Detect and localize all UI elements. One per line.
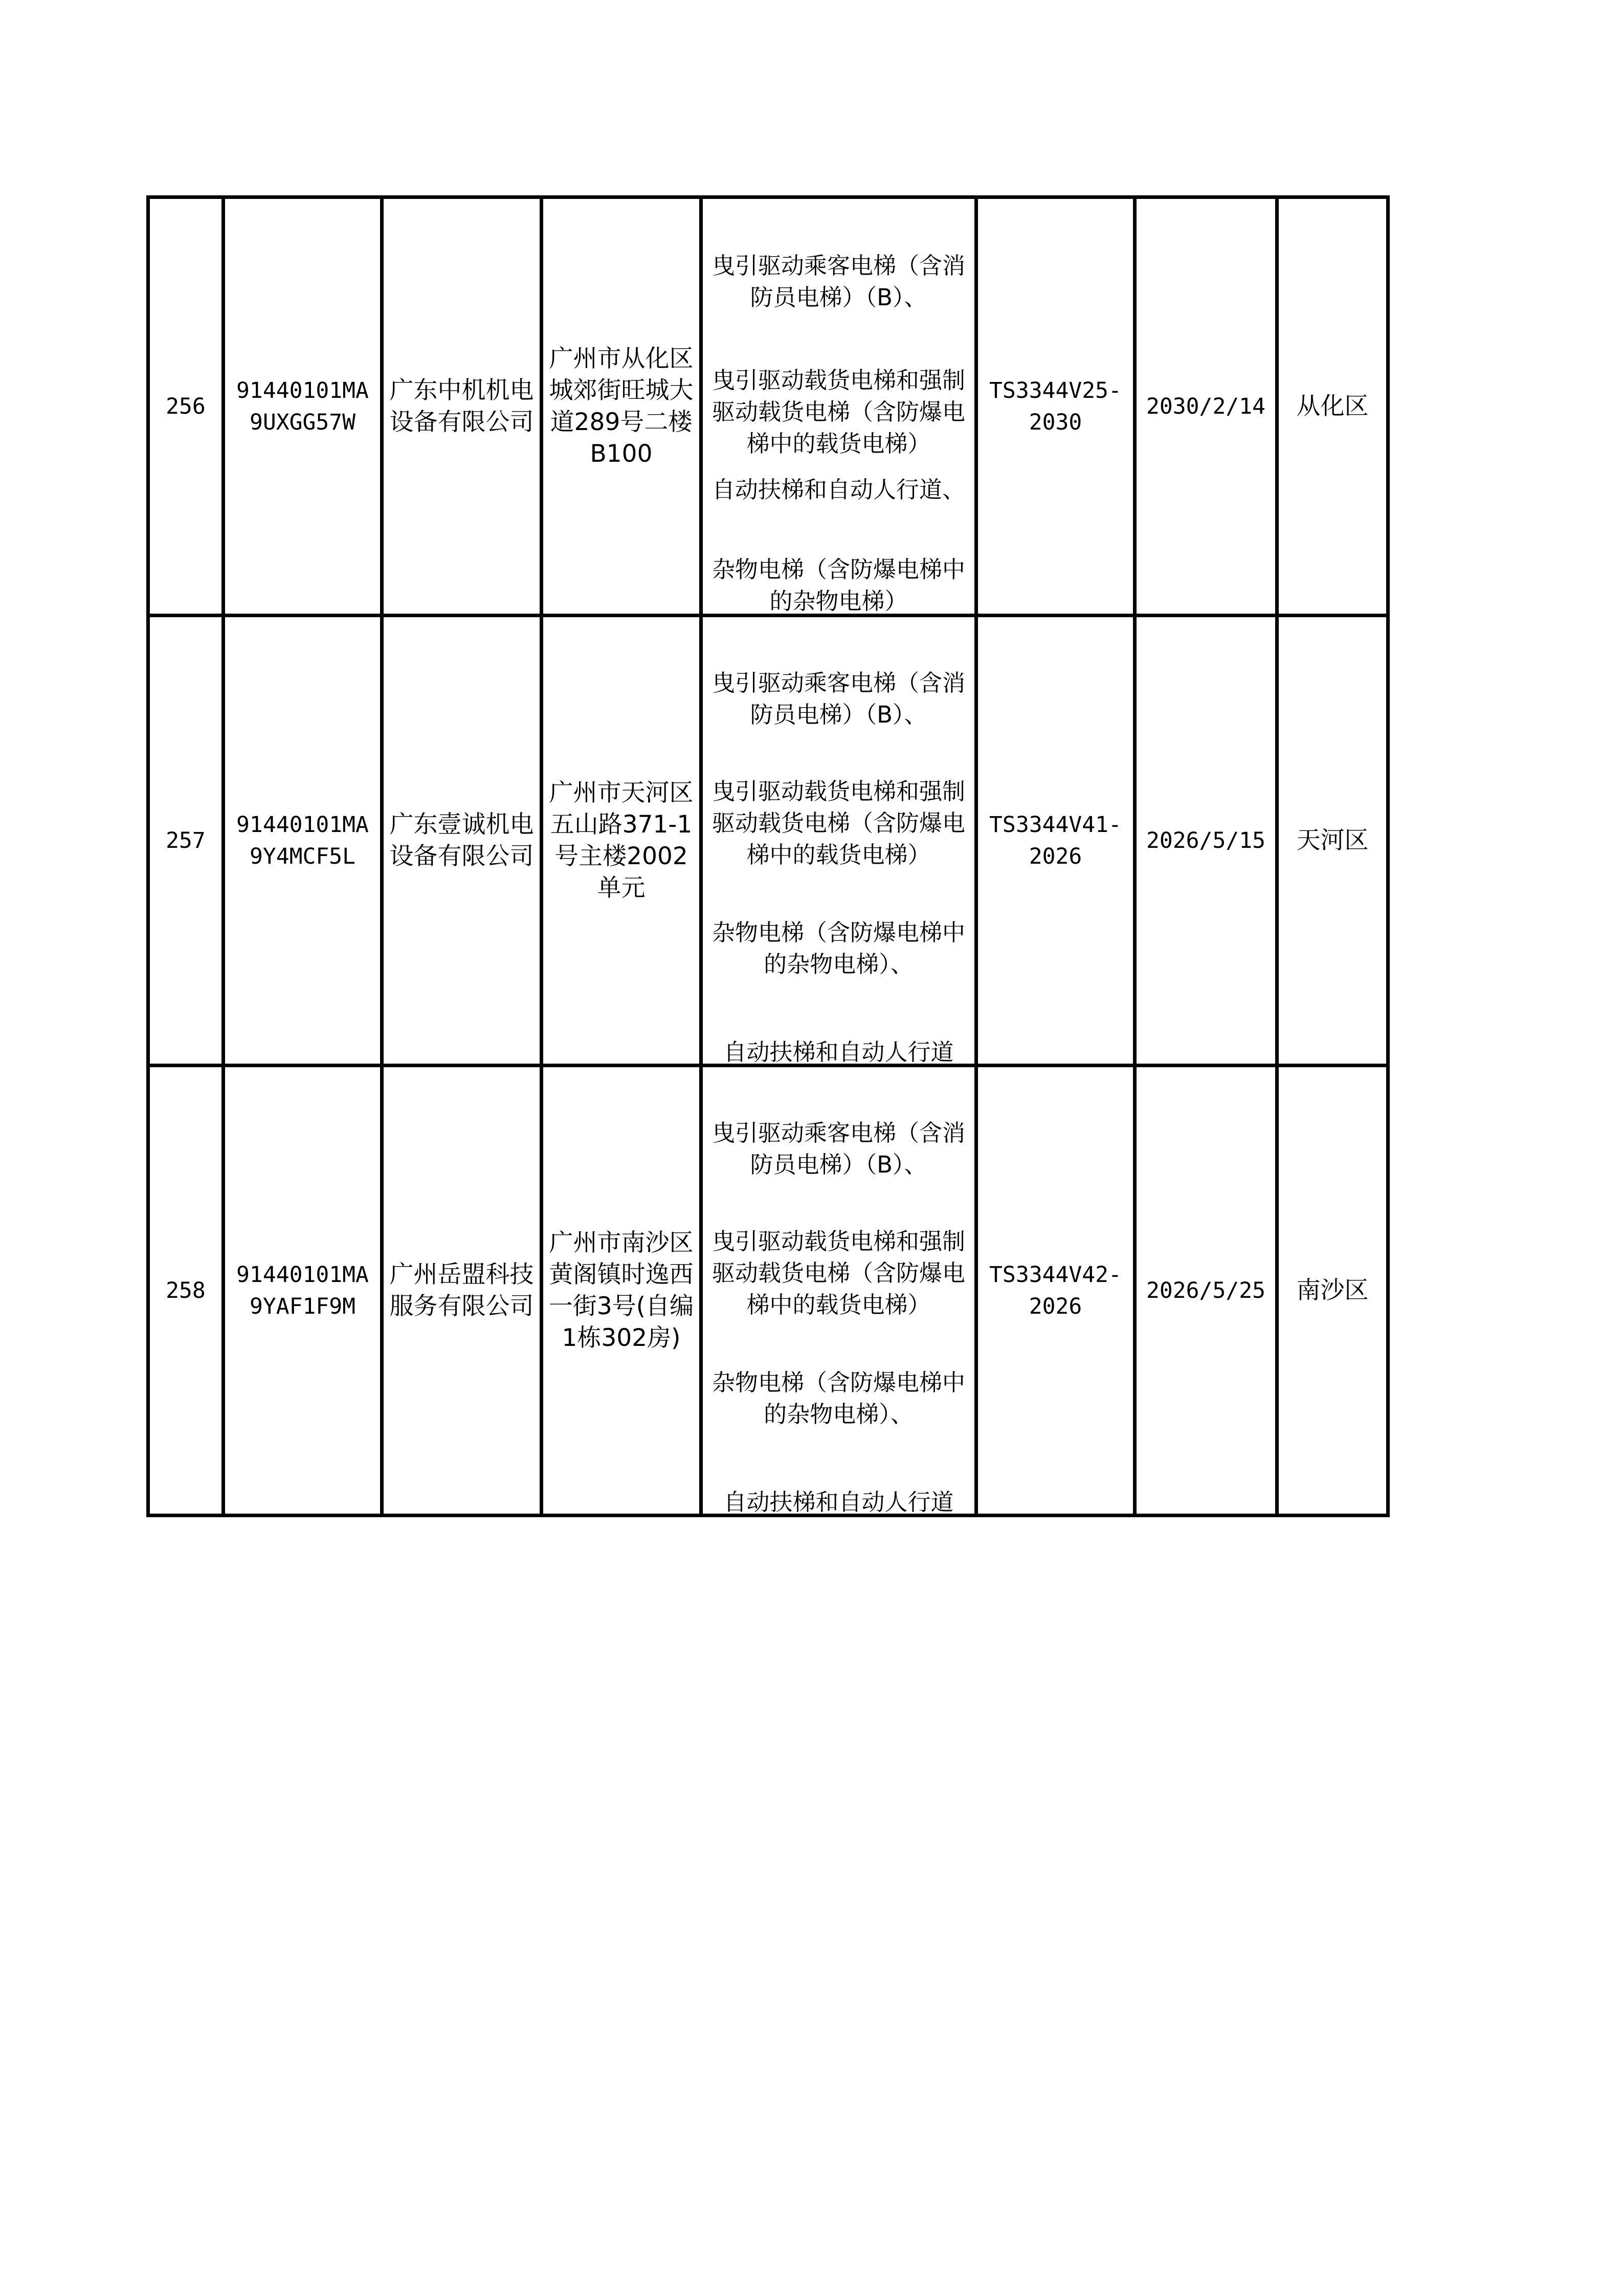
scope-cell: [701, 1066, 976, 1516]
address-cell: [542, 616, 701, 1066]
expiry-date: 2026/5/25: [1146, 1277, 1265, 1303]
expiry-date: 2030/2/14: [1146, 393, 1265, 419]
scope-cell: [701, 616, 976, 1066]
address-cell: [542, 197, 701, 616]
credit-code: 91440101MA9YAF1F9M: [236, 1262, 369, 1319]
credit-code-cell: [224, 1066, 382, 1516]
district-cell: [1277, 1066, 1388, 1516]
scope-item: 自动扶梯和自动人行道: [723, 1039, 954, 1064]
district-name: 天河区: [1296, 826, 1369, 854]
scope-item: 曳引驱动载货电梯和强制驱动载货电梯（含防爆电梯中的载货电梯）: [712, 367, 965, 457]
table-row: [148, 616, 1388, 1066]
scope-item: 曳引驱动载货电梯和强制驱动载货电梯（含防爆电梯中的载货电梯）: [712, 1228, 965, 1318]
credit-code: 91440101MA9Y4MCF5L: [236, 812, 369, 869]
district-cell: [1277, 616, 1388, 1066]
company-name: 广州岳盟科技服务有限公司: [389, 1260, 534, 1320]
records-table: [146, 195, 1390, 1517]
district-cell: [1277, 197, 1388, 616]
scope-item: 曳引驱动乘客电梯（含消防员电梯）（B）、: [712, 1119, 965, 1178]
company-name: 广东壹诚机电设备有限公司: [389, 810, 534, 870]
scope-list: [712, 199, 965, 614]
scope-item: 杂物电梯（含防爆电梯中的杂物电梯）: [712, 556, 965, 614]
scope-item: 曳引驱动载货电梯和强制驱动载货电梯（含防爆电梯中的载货电梯）: [712, 778, 965, 868]
table-row: [148, 197, 1388, 616]
scope-item: 自动扶梯和自动人行道、: [712, 476, 965, 503]
seq-number: 257: [166, 827, 206, 853]
seq-number: 256: [166, 393, 206, 419]
company-name: 广东中机机电设备有限公司: [389, 376, 534, 436]
cert-cell: [976, 1066, 1135, 1516]
company-address: 广州市南沙区黄阁镇时逸西一街3号(自编1栋302房): [548, 1228, 694, 1352]
scope-item: 曳引驱动乘客电梯（含消防员电梯）（B）、: [712, 252, 965, 311]
expiry-cell: [1135, 616, 1277, 1066]
seq-cell: [148, 616, 224, 1066]
scope-item: 杂物电梯（含防爆电梯中的杂物电梯）、: [712, 1369, 965, 1428]
address-cell: [542, 1066, 701, 1516]
seq-number: 258: [166, 1277, 206, 1303]
credit-code-cell: [224, 197, 382, 616]
scope-list: [712, 617, 965, 1064]
table-row: [148, 1066, 1388, 1516]
company-address: 广州市天河区五山路371-1号主楼2002单元: [549, 778, 694, 902]
district-name: 南沙区: [1296, 1276, 1369, 1304]
cert-cell: [976, 197, 1135, 616]
scope-item: 曳引驱动乘客电梯（含消防员电梯）（B）、: [712, 669, 965, 728]
expiry-date: 2026/5/15: [1146, 827, 1265, 853]
district-name: 从化区: [1296, 392, 1369, 420]
credit-code: 91440101MA9UXGG57W: [236, 377, 369, 435]
cert-cell: [976, 616, 1135, 1066]
scope-item: 杂物电梯（含防爆电梯中的杂物电梯）、: [712, 919, 965, 978]
company-cell: [382, 197, 542, 616]
credit-code-cell: [224, 616, 382, 1066]
company-address: 广州市从化区城郊街旺城大道289号二楼B100: [549, 344, 694, 468]
cert-number: TS3344V42-2026: [989, 1262, 1122, 1319]
expiry-cell: [1135, 197, 1277, 616]
company-cell: [382, 1066, 542, 1516]
cert-number: TS3344V41-2026: [989, 812, 1122, 869]
expiry-cell: [1135, 1066, 1277, 1516]
company-cell: [382, 616, 542, 1066]
scope-item: 自动扶梯和自动人行道: [723, 1489, 954, 1514]
seq-cell: [148, 1066, 224, 1516]
cert-number: TS3344V25-2030: [989, 377, 1122, 435]
seq-cell: [148, 197, 224, 616]
scope-list: [712, 1067, 965, 1514]
scope-cell: [701, 197, 976, 616]
